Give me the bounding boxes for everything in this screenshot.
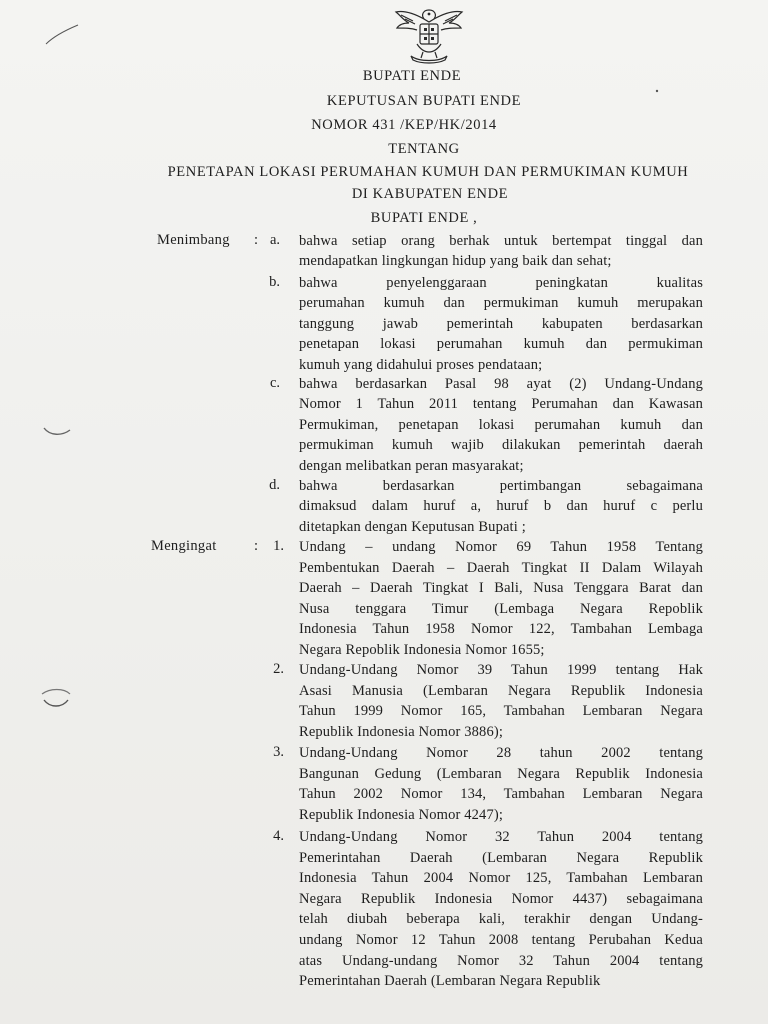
- paragraph-line: Republik Indonesia Nomor 4247);: [299, 806, 503, 823]
- paragraph-line: Nomor 1 Tahun 2011 tentang Perumahan dan Kawasan: [299, 396, 703, 413]
- paragraph-line: Asasi Manusia (Lembaran Negara Republik Indonesia: [299, 682, 703, 699]
- paragraph-line: bahwa berdasarkan pertimbangan sebagaimana: [299, 478, 703, 494]
- section-colon: :: [254, 538, 259, 554]
- paragraph-line: Pemerintahan Daerah (Lembaran Negara Republik: [299, 973, 601, 990]
- paragraph-line: ditetapkan dengan Keputusan Bupati ;: [299, 518, 526, 535]
- paragraph-line: undang Nomor 12 Tahun 2008 tentang Perubahan Kedua: [299, 932, 703, 948]
- paragraph-line: telah diubah beberapa kali, terakhir dengan Undang-: [299, 911, 703, 928]
- paragraph-line: atas Undang-undang Nomor 32 Tahun 2004 tentang: [299, 952, 703, 969]
- header-line-4: TENTANG: [388, 141, 460, 157]
- list-item-marker: b.: [269, 274, 280, 290]
- paragraph-line: Tahun 2002 Nomor 134, Tambahan Lembaran Negara: [299, 786, 703, 803]
- paragraph-line: bahwa berdasarkan Pasal 98 ayat (2) Undang-Undang: [299, 376, 703, 392]
- paragraph-line: dengan melibatkan peran masyarakat;: [299, 457, 524, 474]
- paragraph-line: bahwa penyelenggaraan peningkatan kualitas: [299, 275, 703, 291]
- paragraph-line: perumahan kumuh dan permukiman kumuh merupakan: [299, 295, 703, 312]
- list-item-marker: d.: [269, 477, 280, 493]
- paragraph-line: Indonesia Tahun 1958 Nomor 122, Tambahan Lembaga: [299, 621, 703, 638]
- garuda-emblem-icon: [393, 6, 465, 64]
- paragraph-line: Negara Repoblik Indonesia Nomor 1655;: [299, 642, 545, 658]
- document-number: NOMOR 431 /KEP/HK/2014: [311, 117, 497, 133]
- paragraph-line: mendapatkan lingkungan hidup yang baik dan sehat;: [299, 253, 612, 270]
- section-colon: :: [254, 232, 259, 248]
- list-item-marker: c.: [269, 375, 280, 391]
- paragraph-line: bahwa setiap orang berhak untuk bertempat tinggal dan: [299, 233, 703, 249]
- paragraph-line: Tahun 1999 Nomor 165, Tambahan Lembaran Negara: [299, 703, 703, 720]
- list-item-marker: a.: [269, 232, 280, 248]
- paragraph-line: Negara Republik Indonesia Nomor 4437) sebagaimana: [299, 890, 703, 907]
- list-item-marker: 1.: [273, 538, 284, 554]
- paragraph-line: Undang-Undang Nomor 28 tahun 2002 tentang: [299, 745, 703, 761]
- document-title-2: DI KABUPATEN ENDE: [351, 186, 509, 202]
- paragraph-line: Pemerintahan Daerah (Lembaran Negara Republik: [299, 849, 703, 866]
- list-item-marker: 3.: [273, 744, 284, 760]
- list-item-marker: 2.: [273, 661, 284, 677]
- punch-hole-mark-icon: [38, 686, 74, 712]
- paragraph-line: tanggung jawab pemerintah kabupaten berdasarkan: [299, 315, 703, 332]
- paragraph-line: Pembentukan Daerah – Daerah Tingkat II Dalam Wilayah: [299, 559, 703, 576]
- paragraph-line: kumuh yang didahului proses pendataan;: [299, 356, 543, 373]
- punch-hole-mark-icon: [40, 420, 74, 440]
- paragraph-line: dimaksud dalam huruf a, huruf b dan huruf c perlu: [299, 498, 703, 515]
- paragraph-line: permukiman kumuh wajib dilakukan pemerintah daerah: [299, 437, 703, 454]
- paragraph-line: Permukiman, penetapan lokasi perumahan kumuh dan: [299, 416, 703, 433]
- section-label-menimbang: Menimbang: [157, 232, 230, 248]
- header-line-7: BUPATI ENDE ,: [370, 210, 478, 226]
- paragraph-line: Undang-Undang Nomor 32 Tahun 2004 tentang: [299, 829, 703, 845]
- paragraph-line: Undang – undang Nomor 69 Tahun 1958 Tentang: [299, 539, 703, 555]
- paragraph-line: penetapan lokasi perumahan kumuh dan permukiman: [299, 336, 703, 353]
- paragraph-line: Indonesia Tahun 2004 Nomor 125, Tambahan Lembaran: [299, 870, 703, 887]
- list-item-marker: 4.: [273, 828, 284, 844]
- pen-mark-icon: [44, 22, 80, 48]
- paragraph-line: Bangunan Gedung (Lembaran Negara Republik Indonesia: [299, 765, 703, 782]
- document-title: PENETAPAN LOKASI PERUMAHAN KUMUH DAN PERMUKIMAN KUMUH: [167, 164, 689, 180]
- paragraph-line: Republik Indonesia Nomor 3886);: [299, 723, 503, 740]
- header-line-1: BUPATI ENDE: [362, 68, 462, 84]
- section-label-mengingat: Mengingat: [151, 538, 217, 554]
- header-line-2: KEPUTUSAN BUPATI ENDE: [326, 93, 522, 109]
- paragraph-line: Daerah – Daerah Tingkat I Bali, Nusa Tenggara Barat dan: [299, 580, 703, 597]
- paragraph-line: Undang-Undang Nomor 39 Tahun 1999 tentang Hak: [299, 662, 703, 678]
- paragraph-line: Nusa tenggara Timur (Lembaga Negara Repoblik: [299, 600, 703, 617]
